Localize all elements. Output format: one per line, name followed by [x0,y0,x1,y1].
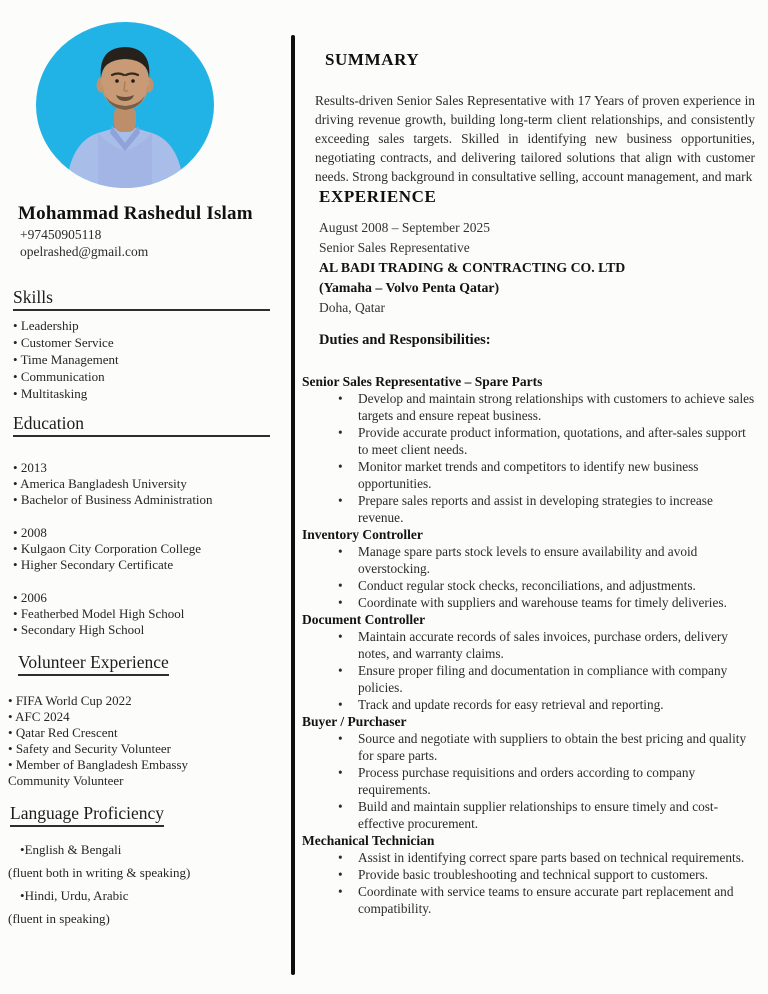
skill-item: • Communication [13,368,270,385]
summary-paragraph: Results-driven Senior Sales Representative with 17 Years of proven experience in driving revenue growth, building long-term client relationships, and consistently exceeding sales targets. Skilled in identifying new business opportunities, negotiating contracts, and delivering tailored solutions that align with customer needs. Strong background in consultative selling, account management, and mark [315,93,755,184]
education-item: • Bachelor of Business Administration [13,492,270,508]
skills-section [13,287,270,402]
summary-heading: SUMMARY [325,50,420,69]
volunteer-item: • Safety and Security Volunteer [8,741,213,757]
duty-bullet: • Provide accurate product information, quotations, and after-sales support to meet client needs. [302,424,756,458]
education-item: • Featherbed Model High School [13,606,270,622]
skill-item: • Customer Service [13,334,270,351]
education-item: • 2008 [13,525,270,541]
experience-header [319,218,758,318]
skill-item: • Multitasking [13,385,270,402]
duty-bullet: • Build and maintain supplier relationships to ensure timely and cost-effective procurement. [302,798,756,832]
role-title: Document Controller [302,612,426,627]
duty-bullet: • Prepare sales reports and assist in developing strategies to increase revenue. [302,492,756,526]
profile-photo [36,22,214,188]
volunteer-item: • Qatar Red Crescent [8,725,213,741]
email-address: opelrashed@gmail.com [20,243,149,259]
duty-bullet: • Manage spare parts stock levels to ensure availability and avoid overstocking. [302,543,756,577]
sidebar [0,0,290,930]
experience-job-title: Senior Sales Representative [319,240,470,255]
role-title: Senior Sales Representative – Spare Parts [302,374,543,389]
duty-bullet: • Maintain accurate records of sales invoices, purchase orders, delivery notes, and warranty claims. [302,628,756,662]
experience-dates: August 2008 – September 2025 [319,220,490,235]
experience-company: AL BADI TRADING & CONTRACTING CO. LTD [319,260,626,275]
language-heading: Language Proficiency [10,806,164,827]
duty-bullet: • Coordinate with suppliers and warehouse teams for timely deliveries. [302,594,756,611]
main-content [302,0,758,917]
duty-bullet: • Ensure proper filing and documentation in compliance with company policies. [302,662,756,696]
skill-item: • Time Management [13,351,270,368]
education-item: • Kulgaon City Corporation College [13,541,270,557]
duty-bullet: • Assist in identifying correct spare parts based on technical requirements. [302,849,756,866]
duty-bullet: • Provide basic troubleshooting and technical support to customers. [302,866,756,883]
education-item: • 2013 [13,460,270,476]
role-title: Buyer / Purchaser [302,714,407,729]
experience-location: Doha, Qatar [319,300,385,315]
duty-bullet: • Process purchase requisitions and orders according to company requirements. [302,764,756,798]
education-section [13,413,270,638]
person-name: Mohammad Rashedul Islam [18,203,253,224]
duties-roles [302,373,758,917]
education-item: • Higher Secondary Certificate [13,557,270,573]
education-item: • America Bangladesh University [13,476,270,492]
duty-bullet: • Source and negotiate with suppliers to obtain the best pricing and quality for spare parts. [302,730,756,764]
education-item: • 2006 [13,590,270,606]
language-fluency-note: (fluent both in writing & speaking) [8,865,191,880]
volunteer-item: • FIFA World Cup 2022 [8,693,213,709]
experience-heading: EXPERIENCE [319,187,437,206]
volunteer-item: • Member of Bangladesh Embassy Community Volunteer [8,757,213,789]
experience-company-sub: (Yamaha – Volvo Penta Qatar) [319,280,500,295]
language-section [0,803,290,930]
phone-number: +97450905118 [20,227,102,242]
duty-bullet: • Coordinate with service teams to ensure accurate part replacement and compatibility. [302,883,756,917]
skill-item: • Leadership [13,317,270,334]
duty-bullet: • Conduct regular stock checks, reconciliations, and adjustments. [302,577,756,594]
duty-bullet: • Monitor market trends and competitors to identify new business opportunities. [302,458,756,492]
volunteer-heading: Volunteer Experience [18,655,169,676]
skills-heading: Skills [13,290,270,311]
column-divider [291,35,295,975]
role-title: Mechanical Technician [302,833,435,848]
language-item: • English & Bengali [8,838,290,861]
volunteer-item: • AFC 2024 [8,709,213,725]
role-title: Inventory Controller [302,527,423,542]
education-item: • Secondary High School [13,622,270,638]
duty-bullet: • Track and update records for easy retrieval and reporting. [302,696,756,713]
language-item: • Hindi, Urdu, Arabic [8,884,290,907]
language-fluency-note: (fluent in speaking) [8,911,110,926]
duty-bullet: • Develop and maintain strong relationships with customers to achieve sales targets and ensure repeat business. [302,390,756,424]
portrait-illustration [36,22,214,188]
volunteer-section [0,652,290,789]
duties-heading: Duties and Responsibilities: [319,332,491,348]
education-heading: Education [13,416,270,437]
